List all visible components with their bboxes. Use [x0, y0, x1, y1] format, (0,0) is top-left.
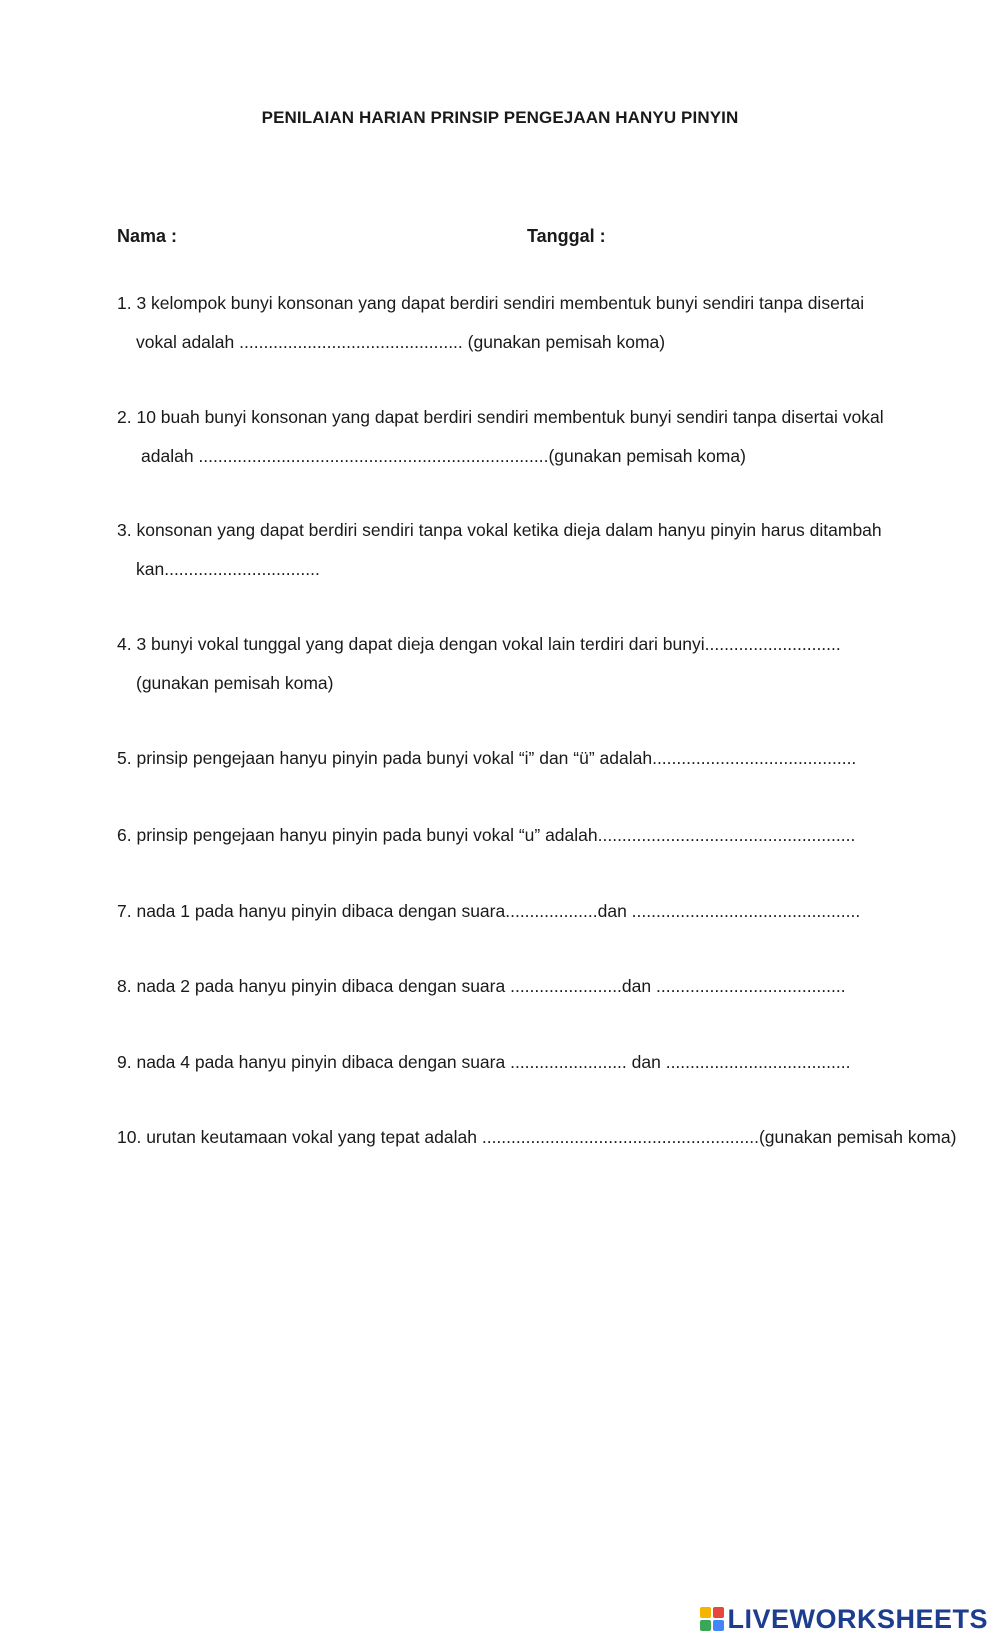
question-6-line-1: 6. prinsip pengejaan hanyu pinyin pada bunyi vokal “u” adalah.....................................................	[117, 825, 856, 845]
page-title: PENILAIAN HARIAN PRINSIP PENGEJAAN HANYU PINYIN	[261, 108, 739, 127]
header-fields	[117, 226, 817, 252]
logo-square-blue	[713, 1620, 724, 1631]
logo-square-yellow	[700, 1607, 711, 1618]
logo-square-green	[700, 1620, 711, 1631]
question-8-line-1: 8. nada 2 pada hanyu pinyin dibaca dengan suara .......................dan .......................................	[117, 976, 846, 996]
question-1	[117, 284, 864, 362]
question-7	[117, 892, 860, 931]
question-5-line-1: 5. prinsip pengejaan hanyu pinyin pada bunyi vokal “i” dan “ü” adalah..........................................	[117, 748, 857, 768]
question-3-line-1: 3. konsonan yang dapat berdiri sendiri tanpa vokal ketika dieja dalam hanyu pinyin harus ditambah	[117, 520, 882, 540]
logo-square-red	[713, 1607, 724, 1618]
liveworksheets-logo[interactable]	[700, 1603, 988, 1635]
question-4	[117, 625, 841, 703]
question-1-line-1: 1. 3 kelompok bunyi konsonan yang dapat berdiri sendiri membentuk bunyi sendiri tanpa disertai	[117, 293, 865, 313]
question-4-line-2: (gunakan pemisah koma)	[136, 673, 334, 693]
question-3-line-2: kan................................	[136, 559, 320, 579]
question-9	[117, 1043, 850, 1082]
name-label: Nama :	[117, 226, 178, 246]
question-10-line-1: 10. urutan keutamaan vokal yang tepat adalah .........................................................(gunakan pemisah koma)	[117, 1127, 957, 1147]
question-5	[117, 739, 856, 778]
question-3	[117, 511, 882, 589]
liveworksheets-grid-icon	[700, 1607, 724, 1631]
question-4-line-1: 4. 3 bunyi vokal tunggal yang dapat dieja dengan vokal lain terdiri dari bunyi............................	[117, 634, 841, 654]
logo-text: LIVEWORKSHEETS	[727, 1603, 988, 1634]
question-8	[117, 967, 846, 1006]
question-2-line-2: adalah ........................................................................(gunakan pemisah koma)	[141, 446, 746, 466]
question-9-line-1: 9. nada 4 pada hanyu pinyin dibaca dengan suara ........................ dan ......................................	[117, 1052, 851, 1072]
question-2-line-1: 2. 10 buah bunyi konsonan yang dapat berdiri sendiri membentuk bunyi sendiri tanpa disertai vokal	[117, 407, 884, 427]
question-6	[117, 816, 855, 855]
question-2	[117, 398, 884, 476]
question-10	[117, 1118, 956, 1157]
question-1-line-2: vokal adalah .............................................. (gunakan pemisah koma)	[136, 332, 666, 352]
question-7-line-1: 7. nada 1 pada hanyu pinyin dibaca dengan suara...................dan ...............................................	[117, 901, 861, 921]
date-label: Tanggal :	[527, 226, 606, 246]
